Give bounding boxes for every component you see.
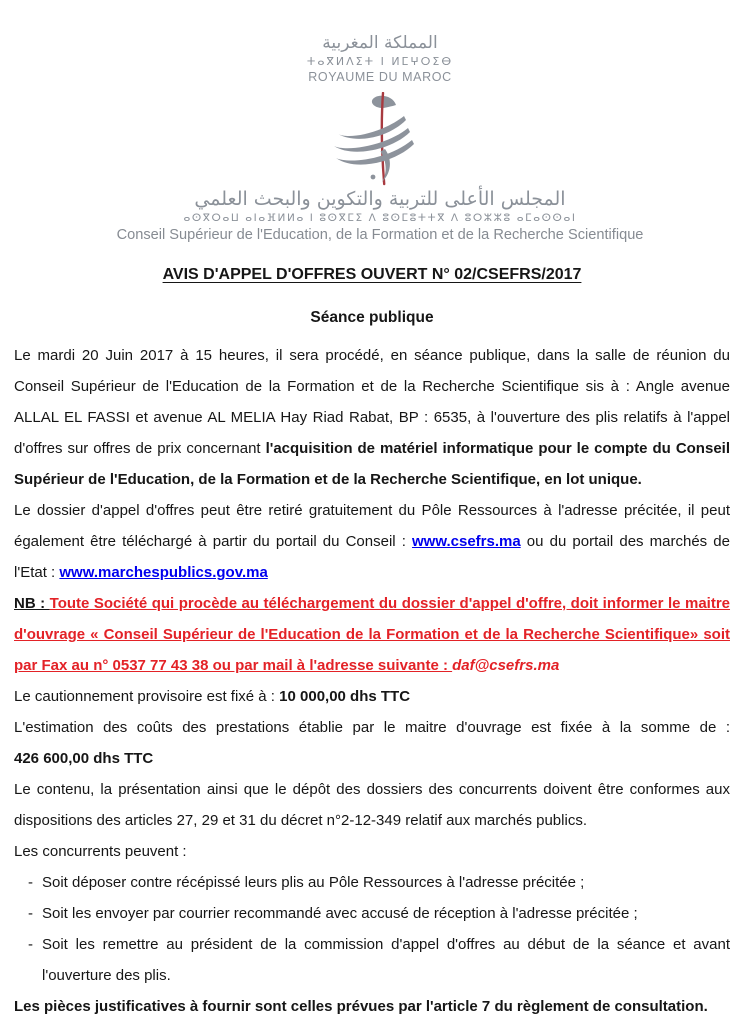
notice-title: AVIS D'APPEL D'OFFRES OUVERT N° 02/CSEFRS/2017	[162, 266, 582, 283]
dash-marker: -	[28, 936, 33, 953]
justificatory-documents-line: Les pièces justificatives à fournir sont celles prévues par l'article 7 du règlement de consultation.	[14, 998, 708, 1015]
list-item-text: Soit les envoyer par courrier recommandé avec accusé de réception à l'adresse précitée ;	[42, 905, 638, 922]
dossier-text-2: ou du portail des marchés de l'Etat :	[14, 533, 730, 581]
kingdom-name-french: ROYAUME DU MAROC	[308, 70, 452, 84]
nb-paragraph	[14, 588, 730, 681]
marchespublics-portal-link[interactable]: www.marchespublics.gov.ma	[59, 564, 268, 581]
bidders-lead: Les concurrents peuvent :	[14, 843, 187, 860]
csefrs-portal-link[interactable]: www.csefrs.ma	[412, 533, 521, 550]
dossier-text-1: Le dossier d'appel d'offres peut être retiré gratuitement du Pôle Ressources à l'adresse précitée, il peut également être téléchargé à partir du portail du Conseil :	[14, 502, 730, 550]
daf-email-link[interactable]: daf@csefrs.ma	[452, 657, 560, 674]
csefrs-logo-icon	[322, 92, 438, 186]
nb-label: NB :	[14, 595, 50, 612]
caution-text: Le cautionnement provisoire est fixé à :	[14, 688, 280, 705]
list-item	[14, 898, 730, 929]
kingdom-name-tifinagh: ⵜⴰⴳⵍⴷⵉⵜ ⵏ ⵍⵎⵖⵔⵉⴱ	[306, 55, 454, 68]
intro-text: Le mardi 20 Juin 2017 à 15 heures, il sera procédé, en séance publique, dans la salle de réunion du Conseil Supérieur de l'Education de la Formation et de la Recherche Scientifique sis à : Angle avenue ALLAL EL FASSI et avenue AL MELIA Hay Riad Rabat, BP : 6535, à l'ouverture des plis relatifs à l'appel d'offres sur offres de prix concernant	[14, 347, 730, 457]
notice-subtitle: Séance publique	[310, 309, 434, 326]
caution-amount: 10 000,00 dhs TTC	[279, 688, 411, 705]
council-name-tifinagh: ⴰⵙⴳⵔⴰⵡ ⴰⵏⴰⴼⵍⵍⴰ ⵏ ⵓⵙⴳⵎⵉ ⴷ ⵓⵙⵎⵓⵜⵜⴳ ⴷ ⵓⵔⵣⵣⵓ ⴰⵎⴰⵙⵙⴰⵏ	[183, 212, 577, 224]
estimation-amount-line	[14, 743, 730, 774]
dossier-paragraph	[14, 495, 730, 588]
dash-marker: -	[28, 874, 33, 891]
caution-line	[14, 681, 730, 712]
intro-object-bold: l'acquisition de matériel informatique pour le compte du Conseil Supérieur de l'Education, de la Formation et de la Recherche Scientifique, en lot unique.	[14, 440, 730, 488]
list-item-text: Soit les remettre au président de la commission d'appel d'offres au début de la séance et avant l'ouverture des plis.	[42, 936, 730, 984]
notice-body	[0, 340, 744, 1022]
kingdom-name-arabic: المملكة المغربية	[322, 33, 438, 53]
list-item-text: Soit déposer contre récépissé leurs plis au Pôle Ressources à l'adresse précitée ;	[42, 874, 585, 891]
council-name-arabic: المجلس الأعلى للتربية والتكوين والبحث العلمي	[194, 188, 566, 210]
nb-warning-text: Toute Société qui procède au téléchargement du dossier d'appel d'offre, doit informer le maitre d'ouvrage « Conseil Supérieur de l'Education de la Formation et de la Recherche Scientifique» soit par Fax au n° 0537 77 43 38 ou par mail à l'adresse suivante :	[14, 595, 731, 674]
estimation-line: L'estimation des coûts des prestations établie par le maitre d'ouvrage est fixée à la somme de :	[14, 719, 730, 736]
list-item	[14, 929, 730, 991]
estimation-amount: 426 600,00 dhs TTC	[14, 750, 154, 767]
list-item	[14, 867, 730, 898]
council-name-french: Conseil Supérieur de l'Education, de la Formation et de la Recherche Scientifique	[116, 227, 644, 243]
letterhead	[8, 0, 744, 245]
dash-marker: -	[28, 905, 33, 922]
conformity-paragraph: Le contenu, la présentation ainsi que le dépôt des dossiers des concurrents doivent être conformes aux dispositions des articles 27, 29 et 31 du décret n°2-12-349 relatif aux marchés publics.	[14, 781, 730, 829]
intro-paragraph	[14, 340, 730, 495]
